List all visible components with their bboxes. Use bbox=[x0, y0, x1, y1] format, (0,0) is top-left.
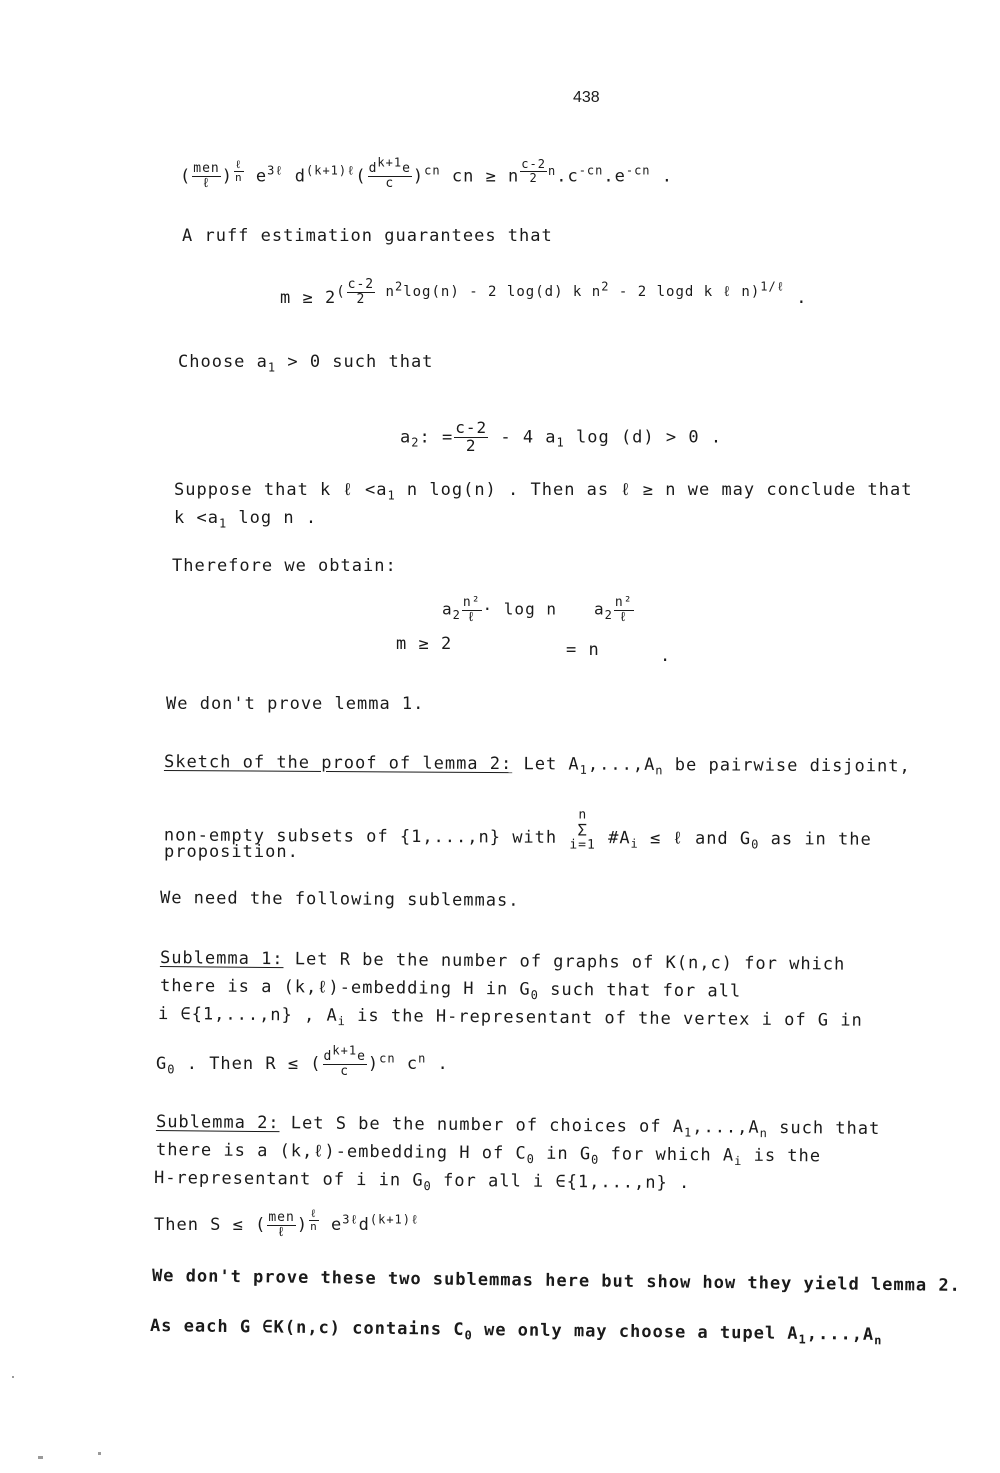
sublemma-1-line-3: i ∈{1,...,n} , $A_i$ is the H-representant of the vertex i of G in bbox=[157, 1004, 863, 1031]
sublemma-2-line-1: Sublemma 2: Let S be the number of choices of $A_1,...,A_n$ such that bbox=[155, 1112, 881, 1141]
fraction-n2-over-l: $\frac{\text{n²}}{\text{ℓ}}$ bbox=[462, 595, 481, 625]
fraction-n2-over-l: $\frac{\text{n²}}{\text{ℓ}}$ bbox=[614, 595, 633, 625]
sketch-line-2: non-empty subsets of {1,...,n} with n Σ i=1 $\#A_i$ ≤ ℓ and $G_0$ as in the bbox=[163, 807, 872, 854]
scan-speck bbox=[38, 1456, 43, 1459]
paragraph-as-each: As each G ∈K(n,c) contains $C_0$ we only may choose a tupel $A_1,...,A_n$ bbox=[149, 1316, 883, 1348]
fraction-dk1e-over-c: $\frac{d^{k+1}e}{c}$ bbox=[368, 155, 411, 191]
sublemma-2-line-2: there is a (k,ℓ)-embedding H of $C_0$ in $G_0$ for which $A_i$ is the bbox=[155, 1140, 822, 1169]
equation-2: $m \ge 2^{( \frac{c-2}{2} n^2log(n) - 2 log(d) k n^2 - 2 logd k \ell n)^{1/\ell}}$ . bbox=[280, 277, 808, 308]
summation-i1-to-n: n Σ i=1 bbox=[569, 807, 596, 854]
fraction-dk1e-over-c: $\frac{d^{k+1}e}{c}$ bbox=[323, 1043, 366, 1079]
sublemma-2-line-4: Then S ≤ ( $\frac{\text{men}}{\text{ℓ}}$ ) $^{\frac{\text{ℓ}}{n}}$ $e^{3\ell}d^{(k+1)\ell}$ bbox=[154, 1207, 420, 1240]
equation-4-mid: = n bbox=[566, 640, 600, 660]
exponent-c2-over-2: $\frac{c-2}{2}$ bbox=[521, 157, 546, 185]
sublemma-1-line-1: Sublemma 1: Let R be the number of graphs of K(n,c) for which bbox=[159, 948, 846, 975]
paragraph-suppose-line-2: $k <a_1$ log n . bbox=[174, 508, 318, 531]
fraction-c2-over-2: $\frac{c-2}{2}$ bbox=[347, 277, 375, 307]
fraction-men-over-l: $\frac{\text{men}}{\text{ℓ}}$ bbox=[193, 161, 220, 191]
equation-1: ( $\frac{\text{men}}{\text{ℓ}}$ ) $^{\frac{\text{ℓ}}{n}}$ $e^{3\ell}$ $d^{(k+1)\ell}$( $\frac{d^{k+1}e}{c}$ )$^{cn}$ cn ≥ n $^{\frac{c-2}{2} n}.c^{-cn}.e^{-cn}$ . bbox=[180, 155, 674, 191]
paragraph-suppose-line-1: Suppose that k ℓ $<a_1$ n log(n) . Then as ℓ ≥ n we may conclude that bbox=[174, 480, 913, 503]
exponent-l-over-n: ℓ n bbox=[234, 158, 243, 184]
paragraph-choose-a1: Choose $a_1 > 0$ such that bbox=[178, 352, 434, 375]
scan-speck bbox=[98, 1452, 101, 1455]
paragraph-need-sublemmas: We need the following sublemmas. bbox=[159, 888, 520, 911]
equation-4-exponent-2: $a_2$ $\frac{\text{n²}}{\text{ℓ}}$ bbox=[594, 595, 633, 625]
scan-speck bbox=[12, 1376, 14, 1378]
sketch-line-1: Sketch of the proof of lemma 2: Let $A_1,...,A_n$ be pairwise disjoint, bbox=[163, 752, 911, 778]
paragraph-ruff-estimation: A ruff estimation guarantees that bbox=[182, 226, 553, 246]
equation-4-period: . bbox=[660, 646, 672, 666]
paragraph-dont-prove-sublemmas: We don't prove these two sublemmas here but show how they yield lemma 2. bbox=[151, 1266, 961, 1296]
paragraph-therefore: Therefore we obtain: bbox=[172, 556, 397, 576]
sublemma-2-line-3: H-representant of i in $G_0$ for all i ∈{1,...,n} . bbox=[153, 1168, 691, 1194]
equation-4-exponent-1: $a_2$ $\frac{\text{n²}}{\text{ℓ}}$ · log n bbox=[442, 595, 557, 625]
page-number: 438 bbox=[573, 89, 600, 106]
fraction-c2-over-2: $\frac{c-2}{2}$ bbox=[455, 418, 488, 455]
equation-4-lhs: m ≥ 2 bbox=[396, 634, 453, 654]
sublemma-2-heading: Sublemma 2: bbox=[155, 1112, 280, 1134]
sublemma-1-heading: Sublemma 1: bbox=[159, 948, 284, 970]
paragraph-lemma-1: We don't prove lemma 1. bbox=[166, 694, 425, 714]
fraction-men-over-l: $\frac{\text{men}}{\text{ℓ}}$ bbox=[268, 1210, 295, 1240]
sublemma-1-line-4: $G_0$ . Then R ≤ ( $\frac{d^{k+1}e}{c}$ )$^{cn}$ $c^n$ . bbox=[156, 1043, 449, 1079]
sketch-heading: Sketch of the proof of lemma 2: bbox=[163, 752, 513, 775]
exponent-l-over-n: ℓ n bbox=[310, 1207, 318, 1233]
equation-3: $a_2$: = $\frac{c-2}{2}$ - 4 $a_1$ log (d) > 0 . bbox=[400, 418, 723, 455]
sublemma-1-line-2: there is a (k,ℓ)-embedding H in $G_0$ such that for all bbox=[159, 976, 742, 1003]
sketch-line-3: proposition. bbox=[164, 842, 299, 862]
